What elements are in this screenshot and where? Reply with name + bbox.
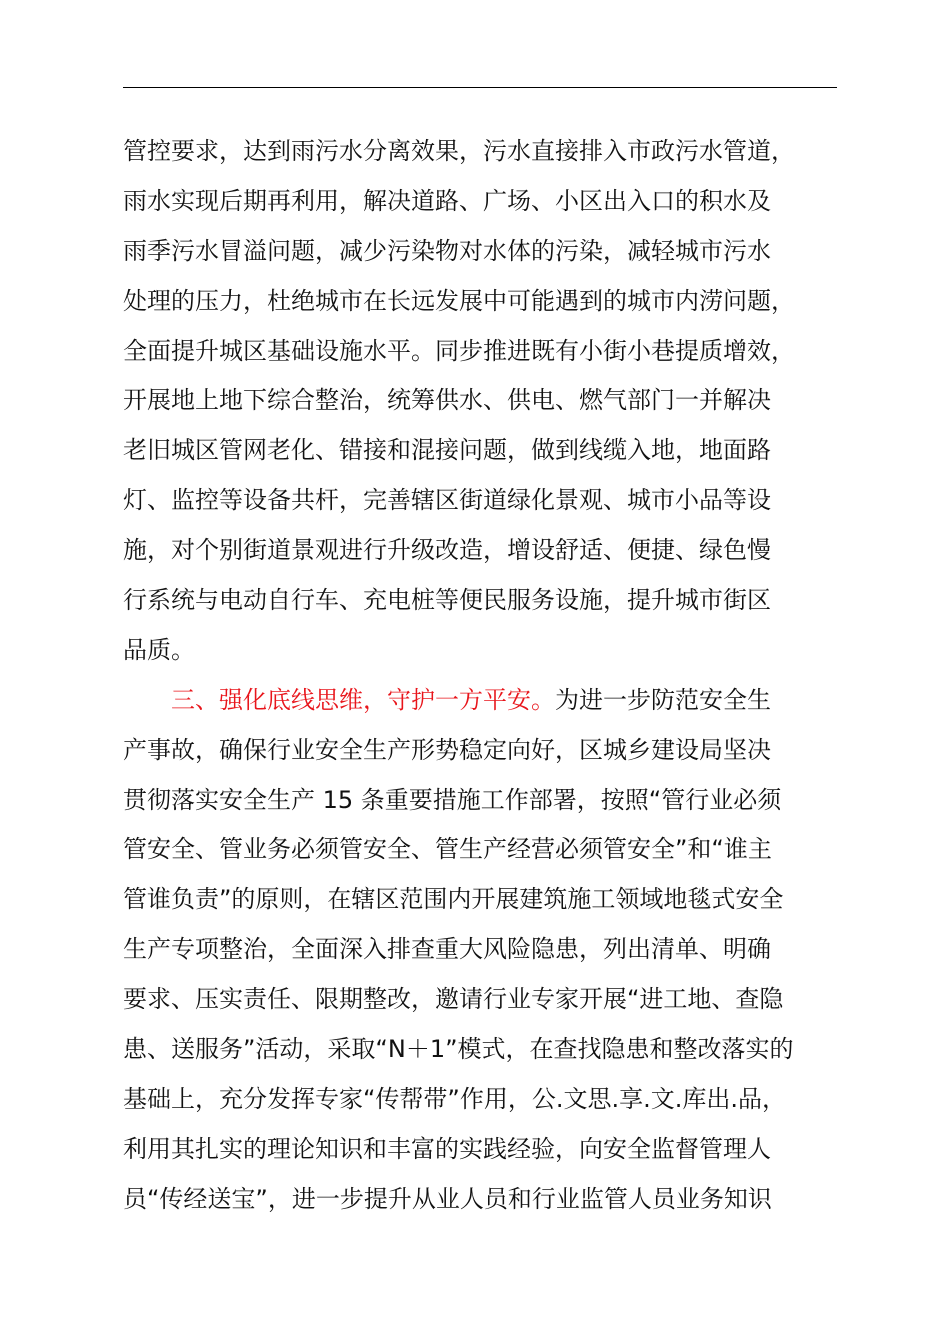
paragraph-infrastructure — [123, 127, 837, 676]
text-line: 雨季污水冒溢问题，减少污染物对水体的污染，减轻城市污水 — [123, 236, 771, 265]
paragraph-safety — [123, 676, 837, 1225]
text-line: 要求、压实责任、限期整改，邀请行业专家开展“进工地、查隐 — [123, 985, 784, 1014]
text-line: 生产专项整治，全面深入排查重大风险隐患，列出清单、明确 — [123, 935, 771, 964]
text-line: 贯彻落实安全生产 15 条重要措施工作部署，按照“管行业必须 — [123, 785, 782, 814]
text-line: 员“传经送宝”，进一步提升从业人员和行业监管人员业务知识 — [123, 1184, 772, 1213]
text-line: 灯、监控等设备共杆，完善辖区街道绿化景观、城市小品等设 — [123, 486, 771, 515]
text-line: 基础上，充分发挥专家“传帮带”作用，公.文思.享.文.库出.品， — [123, 1084, 787, 1113]
section-first-line — [123, 676, 837, 726]
text-line: 处理的压力，杜绝城市在长远发展中可能遇到的城市内涝问题， — [123, 286, 795, 315]
text-line: 雨水实现后期再利用，解决道路、广场、小区出入口的积水及 — [123, 186, 771, 215]
text-line: 开展地上地下综合整治，统筹供水、供电、燃气部门一并解决 — [123, 386, 771, 415]
text-line: 管安全、管业务必须管安全、管生产经营必须管安全”和“谁主 — [123, 835, 772, 864]
text-line: 管控要求，达到雨污水分离效果，污水直接排入市政污水管道， — [123, 137, 795, 165]
text-line: 施，对个别街道景观进行升级改造，增设舒适、便捷、绿色慢 — [123, 536, 771, 565]
text-line: 利用其扎实的理论知识和丰富的实践经验，向安全监督管理人 — [123, 1134, 771, 1163]
document-body — [123, 127, 837, 1225]
text-line: 老旧城区管网老化、错接和混接问题，做到线缆入地，地面路 — [123, 436, 771, 465]
text-line: 患、送服务”活动，采取“N＋1”模式，在查找隐患和整改落实的 — [123, 1035, 794, 1064]
text-line: 行系统与电动自行车、充电桩等便民服务设施，提升城市街区 — [123, 586, 771, 615]
text-line: 产事故，确保行业安全生产形势稳定向好，区城乡建设局坚决 — [123, 735, 771, 764]
section-lead-text: 为进一步防范安全生 — [555, 685, 771, 714]
text-line: 全面提升城区基础设施水平。同步推进既有小街小巷提质增效， — [123, 336, 795, 365]
section-heading: 三、强化底线思维，守护一方平安。 — [171, 685, 555, 714]
text-line: 品质。 — [123, 635, 195, 664]
text-line: 管谁负责”的原则，在辖区范围内开展建筑施工领域地毯式安全 — [123, 885, 784, 914]
header-rule — [123, 87, 837, 88]
